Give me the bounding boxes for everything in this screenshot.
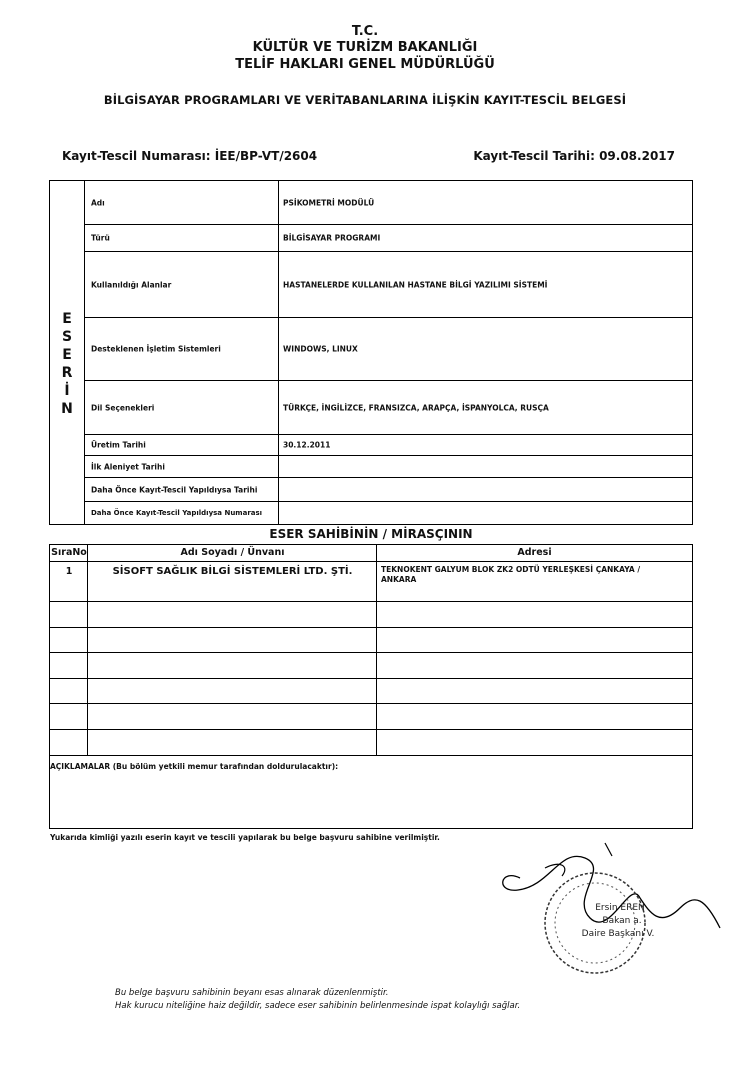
side-letter: E (62, 311, 72, 327)
work-row-name (85, 181, 692, 225)
header-ministry: KÜLTÜR VE TURİZM BAKANLIĞI (252, 40, 478, 55)
side-letter: S (61, 329, 73, 345)
registration-number-label: Kayıt-Tescil Numarası: (62, 149, 211, 163)
registration-date-label: Kayıt-Tescil Tarihi: (473, 149, 595, 163)
work-row-previous-number (85, 502, 692, 524)
col-header-no: SıraNo (51, 547, 87, 558)
row-value: BİLGİSAYAR PROGRAMI (283, 233, 381, 243)
work-side-label (50, 181, 85, 524)
header-directorate: TELİF HAKLARI GENEL MÜDÜRLÜĞÜ (235, 57, 495, 72)
row-label: Kullanıldığı Alanlar (91, 280, 172, 289)
row-label: İlk Aleniyet Tarihi (91, 462, 165, 471)
stamp-line2: Bakan a. (602, 916, 642, 926)
registration-number-value: İEE/BP-VT/2604 (214, 149, 318, 163)
row-value: WINDOWS, LINUX (283, 344, 358, 354)
work-row-areas (85, 252, 692, 318)
row-label: Daha Önce Kayıt-Tescil Yapıldıysa Numarası (91, 509, 263, 517)
owner-address-line1: TEKNOKENT GALYUM BLOK ZK2 ODTÜ YERLEŞKESİ ÇANKAYA / (381, 565, 641, 574)
issued-note: Yukarıda kimliği yazılı eserin kayıt ve tescili yapılarak bu belge başvuru sahibine verilmiştir. (50, 833, 440, 842)
table-row (50, 653, 692, 679)
col-header-address: Adresi (517, 547, 552, 558)
work-row-type (85, 225, 692, 252)
stamp-name: Ersin EREN (595, 903, 645, 913)
registration-date (473, 149, 675, 163)
registration-number (62, 149, 317, 163)
owner-address-line2: ANKARA (381, 575, 417, 584)
table-row (50, 730, 692, 755)
col-header-name: Adı Soyadı / Ünvanı (180, 547, 285, 558)
row-label: Desteklenen İşletim Sistemleri (91, 344, 221, 354)
table-row (50, 679, 692, 704)
side-letter: İ (64, 383, 70, 399)
table-row (50, 602, 692, 628)
owners-table (49, 544, 693, 756)
row-value: PSİKOMETRİ MODÜLÜ (283, 198, 375, 207)
row-value: 30.12.2011 (283, 440, 331, 450)
table-row (50, 704, 692, 730)
explanations-label: AÇIKLAMALAR (Bu bölüm yetkili memur tarafından doldurulacaktır): (50, 762, 339, 771)
row-label: Adı (91, 198, 105, 207)
table-row (50, 562, 692, 602)
work-row-production-date (85, 435, 692, 456)
side-letter: E (62, 347, 72, 363)
owners-header-row (50, 545, 692, 562)
owner-name: SİSOFT SAĞLIK BİLGİ SİSTEMLERİ LTD. ŞTİ. (112, 566, 353, 577)
side-letter: R (61, 365, 73, 381)
registration-date-value: 09.08.2017 (599, 149, 675, 163)
work-row-previous-date (85, 478, 692, 502)
table-row (50, 628, 692, 653)
owner-no: 1 (65, 566, 73, 577)
document-title: BİLGİSAYAR PROGRAMLARI VE VERİTABANLARINA İLİŞKİN KAYIT-TESCİL BELGESİ (103, 93, 627, 107)
row-label: Üretim Tarihi (91, 440, 146, 450)
work-row-first-publication (85, 456, 692, 478)
row-label: Dil Seçenekleri (91, 403, 155, 412)
header-tc: T.C. (351, 24, 379, 39)
side-letter: N (61, 401, 73, 417)
signature-stamp (490, 838, 725, 978)
disclaimer-line1: Bu belge başvuru sahibinin beyanı esas alınarak düzenlenmiştir. (115, 988, 389, 998)
owners-title: ESER SAHİBİNİN / MİRASÇININ (269, 527, 473, 541)
row-value: TÜRKÇE, İNGİLİZCE, FRANSIZCA, ARAPÇA, İSPANYOLCA, RUSÇA (283, 403, 549, 412)
row-label: Türü (91, 233, 110, 243)
disclaimer-line2: Hak kurucu niteliğine haiz değildir, sadece eser sahibinin belirlenmesinde ispat kolaylığı sağlar. (115, 1001, 521, 1011)
work-row-languages (85, 381, 692, 435)
stamp-line3: Daire Başkanı V. (581, 929, 655, 939)
work-row-os (85, 318, 692, 381)
work-info-table (49, 180, 693, 525)
row-value: HASTANELERDE KULLANILAN HASTANE BİLGİ YAZILIMI SİSTEMİ (283, 280, 548, 289)
row-label: Daha Önce Kayıt-Tescil Yapıldıysa Tarihi (91, 485, 258, 494)
